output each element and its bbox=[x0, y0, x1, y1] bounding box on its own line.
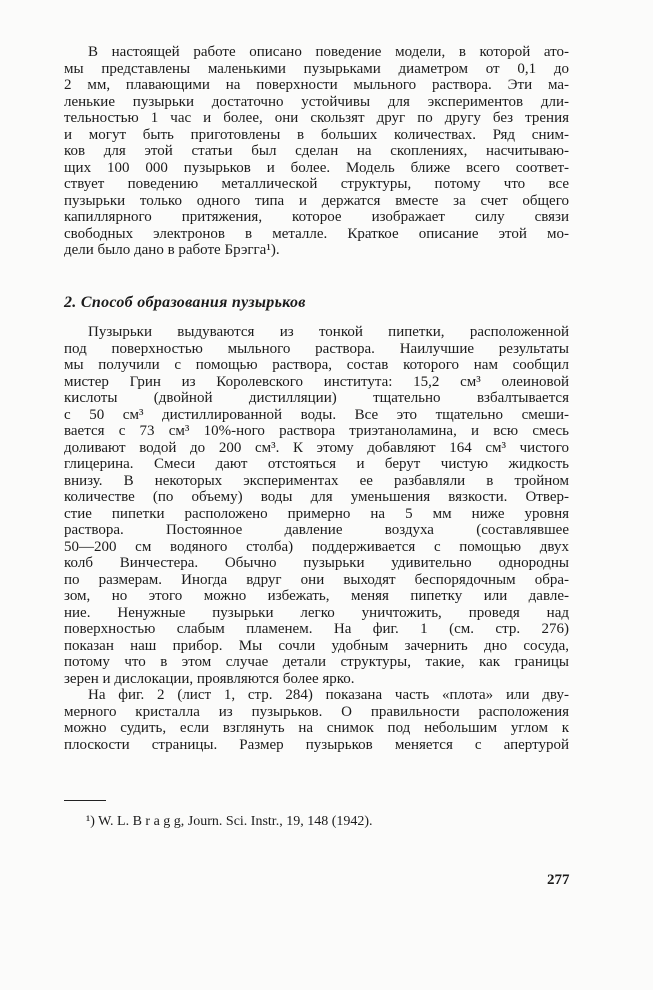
text-line: Пузырьки выдуваются из тонкой пипетки, расположенной bbox=[88, 324, 569, 340]
page-number: 277 bbox=[547, 872, 570, 888]
text-line: мистер Грин из Королевского института: 15,2 см³ олеиновой bbox=[64, 373, 569, 390]
text-line: На фиг. 2 (лист 1, стр. 284) показана часть «плота» или дву- bbox=[88, 687, 569, 703]
text-line: мы получили с помощью раствора, состав которого нам сообщил bbox=[64, 357, 569, 373]
text-line: глицерина. Смеси дают отстояться и берут чистую жидкость bbox=[64, 456, 569, 472]
text-line: по размерам. Иногда вдруг они выходят беспорядочным обра- bbox=[64, 571, 569, 588]
text-line: свободных электронов в металле. Краткое описание этой мо- bbox=[64, 225, 569, 242]
text-line: мы представлены маленькими пузырьками диаметром от 0,1 до bbox=[64, 60, 569, 77]
text-line: капиллярного притяжения, которое изображает силу связи bbox=[64, 209, 569, 225]
text-line: количестве (по объему) воды для уменьшения вязкости. Отвер- bbox=[64, 489, 569, 505]
text-line: дели было дано в работе Брэгга¹). bbox=[64, 242, 280, 258]
text-line: 2 мм, плавающими на поверхности мыльного раствора. Эти ма- bbox=[64, 77, 569, 93]
text-line: с 50 см³ дистиллированной воды. Все это тщательно смеши- bbox=[64, 406, 569, 423]
text-line: пузырьки только одного типа и держатся вместе за счет общего bbox=[64, 192, 569, 209]
text-line: зерен и дислокации, проявляются более ярко. bbox=[64, 670, 355, 687]
text-line: стие пипетки расположено примерно на 5 мм ниже уровня bbox=[64, 505, 569, 522]
paragraph-bubble-formation bbox=[64, 324, 569, 753]
text-line: можно судить, если взглянуть на снимок под небольшим углом к bbox=[64, 720, 569, 736]
text-line: колб Винчестера. Обычно пузырьки удивительно однородны bbox=[64, 555, 569, 571]
text-line: доливают водой до 200 см³. К этому добавляют 164 см³ чистого bbox=[64, 439, 569, 456]
text-line: вается с 73 см³ 10%-ного раствора триэтаноламина, и всю смесь bbox=[64, 423, 569, 439]
text-line: В настоящей работе описано поведение модели, в которой ато- bbox=[88, 44, 569, 60]
text-line: ствует поведению металлической структуры, потому что все bbox=[64, 176, 569, 192]
text-line: 50—200 см водяного столба) поддерживается с помощью двух bbox=[64, 538, 569, 555]
section-heading: 2. Способ образования пузырьков bbox=[64, 294, 306, 311]
text-line: тельностью 1 час и более, они скользят друг по другу без трения bbox=[64, 110, 569, 126]
footnote: ¹) W. L. B r a g g, Journ. Sci. Instr., 19, 148 (1942). bbox=[86, 814, 373, 829]
text-line: поверхностью слабым пламенем. На фиг. 1 (см. стр. 276) bbox=[64, 621, 569, 637]
text-line: ленькие пузырьки достаточно устойчивы для экспериментов дли- bbox=[64, 93, 569, 110]
text-line: кислоты (двойной дистилляции) тщательно взбалтывается bbox=[64, 390, 569, 406]
text-line: зом, но этого можно избежать, меняя пипетку или давле- bbox=[64, 588, 569, 604]
text-line: щих 100 000 пузырьков и более. Модель ближе всего соответ- bbox=[64, 159, 569, 176]
paragraph-intro bbox=[64, 44, 569, 259]
text-line: мерного кристалла из пузырьков. О правильности расположения bbox=[64, 703, 569, 720]
text-line: показан наш прибор. Мы сочли удобным зачернить дно сосуда, bbox=[64, 637, 569, 654]
text-line: и могут быть приготовлены в больших количествах. Ряд сним- bbox=[64, 126, 569, 143]
text-line: под поверхностью мыльного раствора. Наилучшие результаты bbox=[64, 340, 569, 357]
text-line: ков для этой статьи был сделан на скоплениях, насчитываю- bbox=[64, 143, 569, 159]
text-line: плоскости страницы. Размер пузырьков меняется с апертурой bbox=[64, 736, 569, 753]
text-line: потому что в этом случае детали структуры, такие, как границы bbox=[64, 654, 569, 670]
text-line: внизу. В некоторых экспериментах ее разбавляли в тройном bbox=[64, 472, 569, 489]
text-line: ние. Ненужные пузырьки легко уничтожить, проведя над bbox=[64, 604, 569, 621]
text-line: раствора. Постоянное давление воздуха (составлявшее bbox=[64, 522, 569, 538]
footnote-divider bbox=[64, 800, 106, 801]
